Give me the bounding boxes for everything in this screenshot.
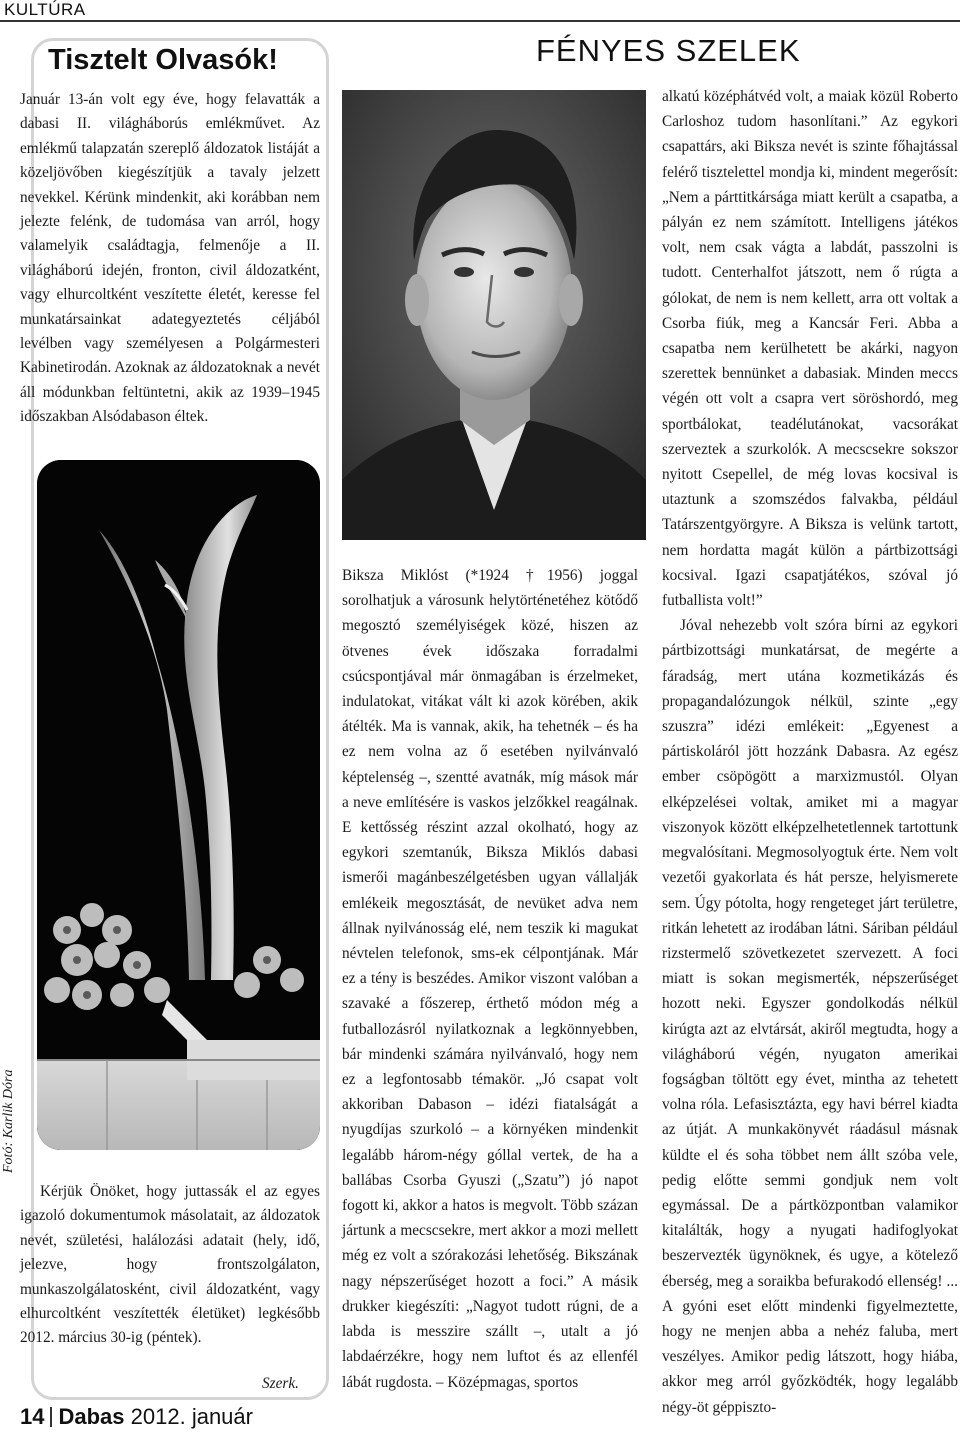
footer-divider <box>50 1407 52 1427</box>
page-number: 14 <box>20 1404 45 1429</box>
memorial-photo <box>37 460 320 1150</box>
article-title: FÉNYES SZELEK <box>536 33 801 68</box>
memorial-sculpture-image <box>37 460 320 1150</box>
top-rule <box>0 20 960 22</box>
page-footer <box>20 1404 253 1430</box>
magazine-name: Dabas <box>58 1404 125 1429</box>
article-paragraph: alkatú középhátvéd volt, a maiak közül Roberto Carloshoz tudom hasonlítani.” Az egykori csapattárs, aki Biksza nevét is szinte főhajtással felérő tisztelettel mondja ki, mindent megerősít: „Nem a párttitkársága miatt került a csapatba, a pályán ez nem számított. Intelligens játékos volt, nem csak vágta a labdát, passzolni is tudott. Centerhalfot játszott, nem ő rúgta a gólokat, de nem is nem kellett, arra ott voltak a Csorba fiúk, meg a Kancsár Feri. Abba a csapatba nem kerülhetett be akárki, nagyon szerettek bennünket a dabasiak. Minden meccs végén ott volt a csapra vert söröshordó, meg sportbálokat, teadélutánokat, vacsorákat szerveztek a szurkolók. A mecscsekre sokszor nyitott Csepellel, de még lovas kocsival is utaztunk a szomszédos falvakba, például Tatárszentgyörgyre. A Biksza is velünk tartott, nem hordatta magát külön a pártbizottsági kocsival. Igazi csapatjátékos, szóval jó futballista volt!” <box>662 88 958 610</box>
notice-text-1: Január 13-án volt egy éve, hogy felavatták a dabasi II. világháborús emlékművet. Az emlékmű talapzatán szereplő áldozatok listáját a közeljövőben kiegészítjük a tavaly jelzett nevekkel. Kérünk mindenkit, aki korábban nem jelezte felénk, de tudomása van arról, hogy valamelyik családtagja, felmenője a II. világháború idején, fronton, civil áldozatként, vagy elhurcoltként veszítette életét, keresse fel munkatársainkat adategyeztetés céljából levélben vagy személyesen a Polgármesteri Kabinetirodán. Azoknak az áldozatoknak a nevét áll módunkban feltüntetni, akik az 1939–1945 időszakban Alsódabason éltek. <box>20 91 320 426</box>
article-column-right <box>662 84 958 1420</box>
signature: Szerk. <box>262 1375 299 1392</box>
portrait-image <box>342 90 646 540</box>
article-paragraph: Biksza Miklóst (*1924 †1956) joggal sorolhatjuk a városunk helytörténetéhez kötődő megosztó személyiségek közé, hiszen az ötvenes évek időszaka forradalmi csúcspontjával már önmagában is érzelmeket, indulatokat, vitákat vált ki azok körében, akik átélték. Ma is vannak, akik, ha tehetnék – és ha ez nem volna az ő esetében nyilvánvaló képtelenség –, szentté avatnák, míg mások már a neve említésére is vaskos jelzőkkel reagálnak. E kettősség részint azzal okolható, hogy az egykori szemtanúk, Biksza Miklós dabasi ismerői magánbeszélgetésben ugyan vállalják emlékeik megosztását, de nevüket adva nem állnak nyilvánosság elé, nem teszik ki magukat névtelen telefonok, sms-ek célpontjának. Már ez a tény is beszédes. Amikor viszont valóban a szavaké a főszerep, érthető módon még a futballozásról nyilatkoznak a legkönnyebben, bár mindenki számára nyilvánvaló, hogy nem ez a legfontosabb témakör. „Jó csapat volt akkoriban Dabason – idézi fiatalságát a nyugdíjas szurkoló – a környéken mindenkit legalább három-négy góllal vertek, de ha a ballábas Csorba Gyuszi („Szatu”) jó napot fogott ki, akkor a hatos is megvolt. Több százan jártunk a mecscsekre, mert akkor a mozi mellett még ez volt a szórakozási lehetőség. Bikszának nagy népszerűséget hozott a foci.” A másik drukker kiegészíti: „Nagyot tudott rúgni, de a labda is messzire szállt –, utalt a jó labdaérzékre, hogy nem luftot és az ellenfél lábát rugdosta. – Középmagas, sportos <box>342 567 638 1391</box>
photo-credit: Fotó: Karlik Dóra <box>1 1069 16 1173</box>
notice-text-2: Kérjük Önöket, hogy juttassák el az egyes igazoló dokumentumok másolatait, az áldozatok nevét, születési, halálozási adatait (hely, idő, jelezve, hogy frontszolgálaton, munkaszolgálatosként, civil áldozatként, vagy elhurcoltként veszítették életüket) legkésőbb 2012. március 30-ig (péntek). <box>20 1183 320 1347</box>
section-label: KULTÚRA <box>4 0 86 19</box>
issue-date: 2012. január <box>130 1404 253 1429</box>
portrait-photo <box>342 90 646 540</box>
article-paragraph: Jóval nehezebb volt szóra bírni az egykori pártbizottsági munkatársat, de megérte a fáradság, mert utána kozmetikázás és propagandalózungok nélkül, szinte „egy szuszra” idézi emlékeit: „Egyenest a pártiskoláról jött hozzánk Dabasra. Az egész ember csöpögött a marxizmustól. Olyan elképzelései voltak, amiket mi a magyar viszonyok között elképzelhetetlennek tartottunk megvalósítani. Megmosolyogtuk érte. Nem volt vezetői gyakorlata és hát persze, helyismerete sem. Úgy pótolta, hogy rengeteget járt területre, ritkán lehetett az irodában látni. Sáriban például rizstermelő szövetkezetet szervezett. A foci miatt is sokan megismerték, népszerűséget hozott neki. Egyszer gondolkodás nélkül kirúgta azt az elvtársát, akiről megtudta, hogy a világháború végén, nyugaton amerikai fogságban töltött egy évet, mintha az tehetett volna róla. Lefasisztázta, egy havi bérrel kiadta az útját. A munkakönyvét ráadásul másnak küldte el és soha többet nem állt szóba vele, pedig előtte semmi gondjuk nem volt egymással. De a pártközpontban valamikor kitalálták, hogy a nyugati hadifoglyokat beszervezték ügynöknek, és ugye, a kötelező éberség, meg a soraikba befurakodó ellenség! ... A gyóni eset előtt mindenki figyelmeztette, hogy ne menjen abba a nehéz faluba, mert veszélyes. Amikor pedig látszott, hogy hiába, akkor meg arról győzködték, hogy legalább négy-öt géppiszto- <box>662 617 958 1416</box>
notice-title: Tisztelt Olvasók! <box>48 44 278 76</box>
article-column-middle <box>342 563 638 1395</box>
